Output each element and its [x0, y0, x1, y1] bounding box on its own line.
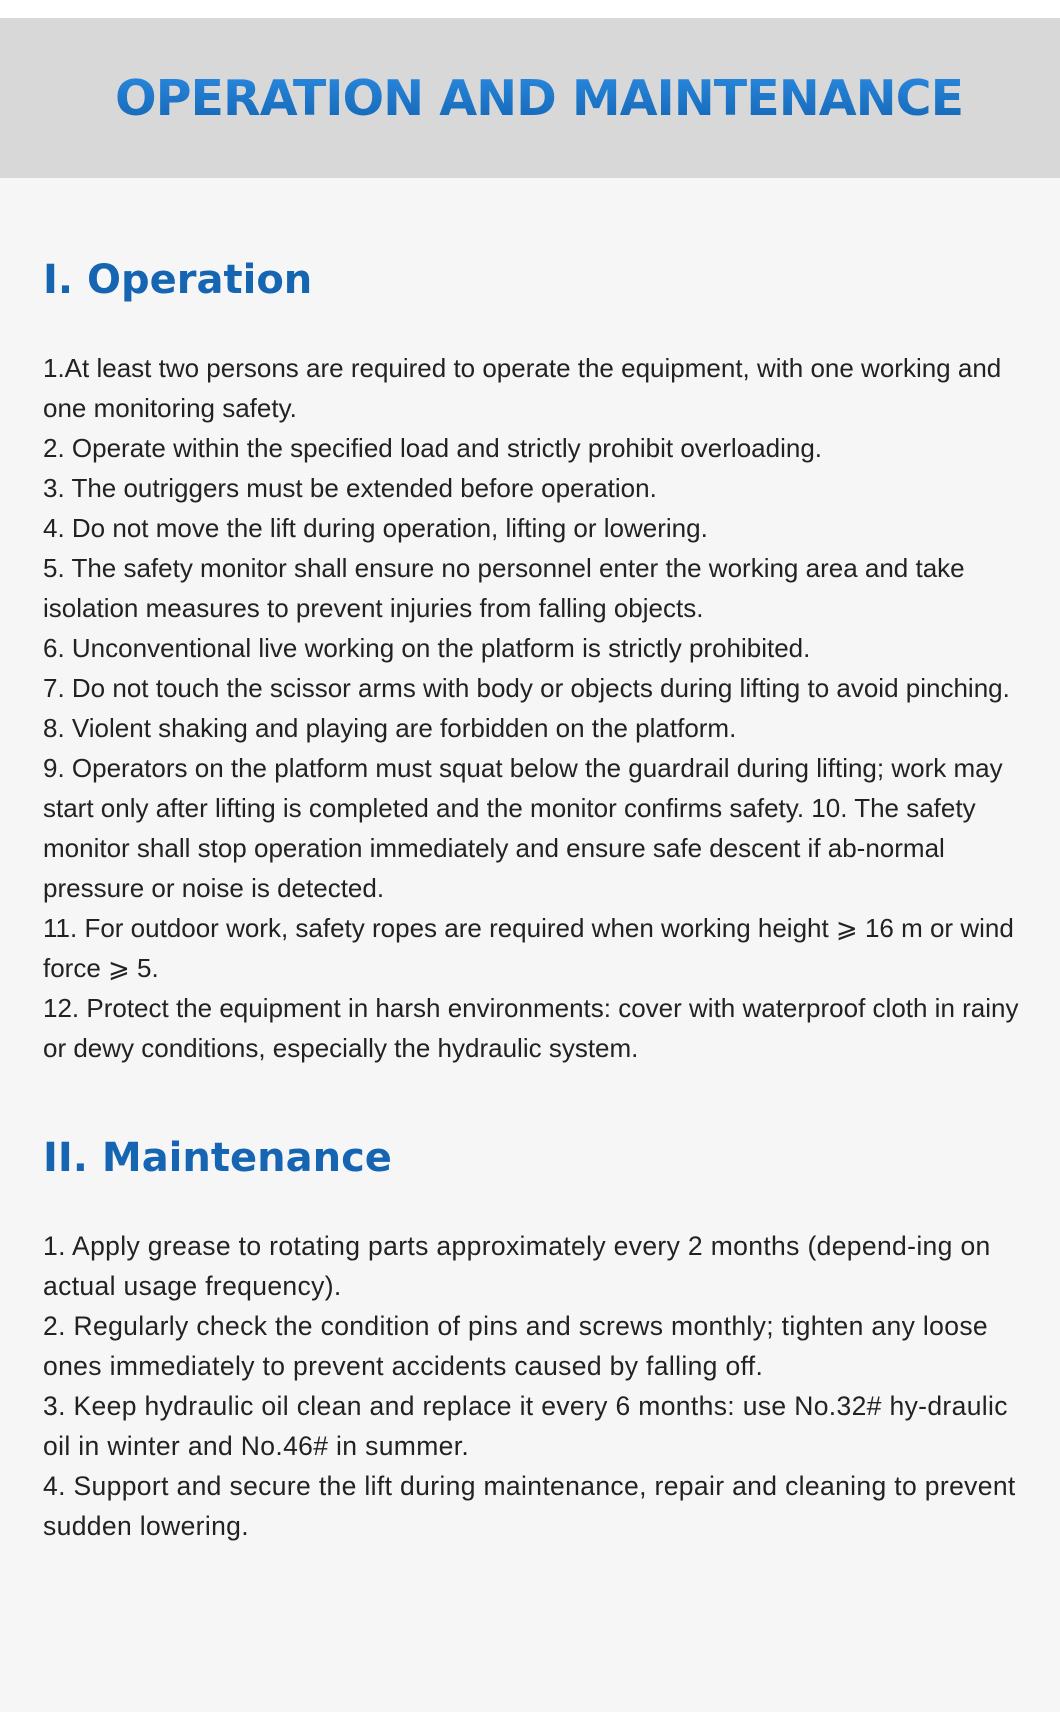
title-banner — [0, 18, 1060, 178]
operation-item: 12. Protect the equipment in harsh environments: cover with waterproof cloth in rainy or dewy conditions, especially the hydraulic system. — [43, 993, 1019, 1063]
operation-list — [43, 348, 1033, 1068]
operation-item: 4. Do not move the lift during operation, lifting or lowering. — [43, 513, 708, 543]
maintenance-item: 2. Regularly check the condition of pins and screws monthly; tighten any loose ones immediately to prevent accidents caused by falling off. — [43, 1311, 989, 1381]
operation-item: 3. The outriggers must be extended before operation. — [43, 473, 657, 503]
operation-item: 7. Do not touch the scissor arms with body or objects during lifting to avoid pinching. — [43, 673, 1010, 703]
top-strip — [0, 0, 1060, 18]
operation-section — [43, 178, 1060, 1068]
maintenance-item: 4. Support and secure the lift during maintenance, repair and cleaning to prevent sudden lowering. — [43, 1471, 1016, 1541]
content — [0, 178, 1060, 1546]
maintenance-section — [43, 1068, 1060, 1546]
operation-item: 6. Unconventional live working on the platform is strictly prohibited. — [43, 633, 811, 663]
maintenance-item: 1. Apply grease to rotating parts approximately every 2 months (depend-ing on actual usage frequency). — [43, 1231, 991, 1301]
operation-item: 5. The safety monitor shall ensure no personnel enter the working area and take isolation measures to prevent injuries from falling objects. — [43, 553, 965, 623]
operation-item: 9. Operators on the platform must squat below the guardrail during lifting; work may start only after lifting is completed and the monitor confirms safety. 10. The safety monitor shall stop operation immediately and ensure safe descent if ab-normal pressure or noise is detected. — [43, 753, 1003, 903]
operation-item: 2. Operate within the specified load and strictly prohibit overloading. — [43, 433, 822, 463]
maintenance-item: 3. Keep hydraulic oil clean and replace it every 6 months: use No.32# hy-draulic oil in winter and No.46# in summer. — [43, 1391, 1008, 1461]
page-title: OPERATION AND MAINTENANCE — [97, 70, 963, 127]
operation-item: 8. Violent shaking and playing are forbidden on the platform. — [43, 713, 737, 743]
operation-item: 11. For outdoor work, safety ropes are required when working height ⩾ 16 m or wind force ⩾ 5. — [43, 913, 1014, 983]
operation-heading: I. Operation — [43, 257, 313, 303]
maintenance-list — [43, 1226, 1033, 1546]
maintenance-heading: II. Maintenance — [43, 1135, 392, 1181]
operation-item: 1.At least two persons are required to operate the equipment, with one working and one monitoring safety. — [43, 353, 1002, 423]
